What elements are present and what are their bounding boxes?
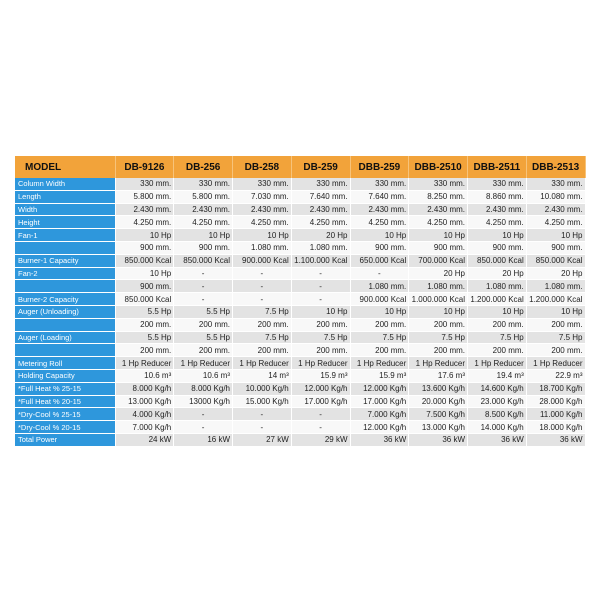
row-label: Height <box>15 216 115 229</box>
table-cell: 900 mm. <box>174 241 233 254</box>
table-cell: 1.200.000 Kcal <box>468 293 527 306</box>
table-cell: 12.000 Kg/h <box>350 382 409 395</box>
table-cell: 2.430 mm. <box>174 203 233 216</box>
table-cell: 17.000 Kg/h <box>350 395 409 408</box>
table-cell: 330 mm. <box>233 178 292 190</box>
table-cell: 1.080 mm. <box>233 241 292 254</box>
column-header-model: MODEL <box>15 156 115 178</box>
table-cell: 1.200.000 Kcal <box>526 293 585 306</box>
table-cell: 850.000 Kcal <box>468 254 527 267</box>
table-cell: 330 mm. <box>174 178 233 190</box>
table-cell: 28.000 Kg/h <box>526 395 585 408</box>
table-cell: 36 kW <box>468 433 527 446</box>
table-cell: 330 mm. <box>291 178 350 190</box>
table-cell: 900.000 Kcal <box>350 293 409 306</box>
table-cell: 17.000 Kg/h <box>291 395 350 408</box>
table-cell: 10 Hp <box>350 229 409 242</box>
table-cell: - <box>233 421 292 434</box>
table-cell: 8.860 mm. <box>468 190 527 203</box>
table-cell: 23.000 Kg/h <box>468 395 527 408</box>
table-cell: 200 mm. <box>115 344 174 357</box>
column-header: DB-9126 <box>115 156 174 178</box>
table-row <box>15 229 585 242</box>
row-label: Fan-1 <box>15 229 115 242</box>
table-cell: 2.430 mm. <box>409 203 468 216</box>
table-cell: 20.000 Kg/h <box>409 395 468 408</box>
table-cell: 10.6 m³ <box>174 369 233 382</box>
table-header-row <box>15 156 585 178</box>
table-cell: 22.9 m³ <box>526 369 585 382</box>
table-cell: 850.000 Kcal <box>115 254 174 267</box>
table-cell: 10.000 Kg/h <box>233 382 292 395</box>
table-cell: 10.080 mm. <box>526 190 585 203</box>
table-cell: 1 Hp Reducer <box>174 357 233 370</box>
table-cell: 2.430 mm. <box>350 203 409 216</box>
row-label: Burner-1 Capacity <box>15 254 115 267</box>
table-cell: 7.640 mm. <box>291 190 350 203</box>
table-cell: 900 mm. <box>468 241 527 254</box>
table-cell: 330 mm. <box>526 178 585 190</box>
column-header: DBB-259 <box>350 156 409 178</box>
table-cell: 4.250 mm. <box>115 216 174 229</box>
table-cell: 1 Hp Reducer <box>526 357 585 370</box>
row-label: Auger (Loading) <box>15 331 115 344</box>
table-row <box>15 421 585 434</box>
table-cell: 8.000 Kg/h <box>115 382 174 395</box>
table-cell: 7.5 Hp <box>350 331 409 344</box>
table-cell: - <box>174 280 233 293</box>
table-cell: 7.5 Hp <box>233 305 292 318</box>
table-cell: 8.500 Kg/h <box>468 408 527 421</box>
table-cell: 4.250 mm. <box>468 216 527 229</box>
table-cell: 200 mm. <box>409 318 468 331</box>
table-cell: 10 Hp <box>526 229 585 242</box>
table-cell: 20 Hp <box>291 229 350 242</box>
row-label: Holding Capacity <box>15 369 115 382</box>
table-cell: 13.000 Kg/h <box>115 395 174 408</box>
table-cell: - <box>174 408 233 421</box>
row-label <box>15 344 115 357</box>
table-row <box>15 280 585 293</box>
table-cell: 15.9 m³ <box>291 369 350 382</box>
table-cell: 20 Hp <box>526 267 585 280</box>
table-cell: 7.5 Hp <box>468 331 527 344</box>
column-header: DBB-2513 <box>526 156 585 178</box>
table-cell: 15.000 Kg/h <box>233 395 292 408</box>
row-label <box>15 280 115 293</box>
spec-table <box>15 156 586 447</box>
table-row <box>15 203 585 216</box>
table-row <box>15 408 585 421</box>
table-cell: - <box>233 280 292 293</box>
table-row <box>15 318 585 331</box>
table-cell: 10 Hp <box>468 305 527 318</box>
table-cell: 7.640 mm. <box>350 190 409 203</box>
table-cell: - <box>174 267 233 280</box>
table-cell: 7.5 Hp <box>526 331 585 344</box>
row-label: Width <box>15 203 115 216</box>
table-cell: 10 Hp <box>468 229 527 242</box>
table-cell: 1.080 mm. <box>526 280 585 293</box>
table-cell: 36 kW <box>526 433 585 446</box>
table-cell: 7.000 Kg/h <box>115 421 174 434</box>
table-cell: 8.250 mm. <box>409 190 468 203</box>
table-cell: 330 mm. <box>409 178 468 190</box>
table-cell: 900 mm. <box>350 241 409 254</box>
table-cell: 4.250 mm. <box>174 216 233 229</box>
row-label: Auger (Unloading) <box>15 305 115 318</box>
table-cell: 5.5 Hp <box>174 331 233 344</box>
table-cell: 15.9 m³ <box>350 369 409 382</box>
row-label: *Dry-Cool % 25-15 <box>15 408 115 421</box>
row-label: Length <box>15 190 115 203</box>
column-header: DBB-2510 <box>409 156 468 178</box>
table-cell: 1 Hp Reducer <box>409 357 468 370</box>
table-cell: 1 Hp Reducer <box>350 357 409 370</box>
table-cell: 2.430 mm. <box>233 203 292 216</box>
table-cell: 2.430 mm. <box>526 203 585 216</box>
table-cell: 8.000 Kg/h <box>174 382 233 395</box>
table-cell: 330 mm. <box>468 178 527 190</box>
table-cell: 5.5 Hp <box>174 305 233 318</box>
column-header: DB-259 <box>291 156 350 178</box>
column-header: DB-256 <box>174 156 233 178</box>
table-cell: 850.000 Kcal <box>526 254 585 267</box>
table-cell: 18.000 Kg/h <box>526 421 585 434</box>
table-cell: 1.000.000 Kcal <box>409 293 468 306</box>
table-cell: 5.800 mm. <box>174 190 233 203</box>
table-cell: 2.430 mm. <box>115 203 174 216</box>
table-cell: 200 mm. <box>526 318 585 331</box>
table-cell: 200 mm. <box>233 318 292 331</box>
table-cell: 10 Hp <box>526 305 585 318</box>
table-cell: 19.4 m³ <box>468 369 527 382</box>
table-body <box>15 178 585 446</box>
table-cell: 200 mm. <box>526 344 585 357</box>
row-label: Total Power <box>15 433 115 446</box>
table-row <box>15 293 585 306</box>
table-cell: 7.030 mm. <box>233 190 292 203</box>
table-cell: 16 kW <box>174 433 233 446</box>
table-cell: 36 kW <box>409 433 468 446</box>
table-cell: - <box>291 408 350 421</box>
table-cell: 10 Hp <box>174 229 233 242</box>
table-cell: 24 kW <box>115 433 174 446</box>
table-cell: - <box>291 280 350 293</box>
table-cell: 1.080 mm. <box>409 280 468 293</box>
table-cell: 10 Hp <box>350 305 409 318</box>
table-cell: 10 Hp <box>233 229 292 242</box>
table-row <box>15 216 585 229</box>
table-cell: 7.500 Kg/h <box>409 408 468 421</box>
table-cell: 4.250 mm. <box>526 216 585 229</box>
table-row <box>15 241 585 254</box>
table-cell: 4.000 Kg/h <box>115 408 174 421</box>
table-cell: 11.000 Kg/h <box>526 408 585 421</box>
row-label: Fan-2 <box>15 267 115 280</box>
table-cell: 10 Hp <box>291 305 350 318</box>
table-cell: 1.080 mm. <box>291 241 350 254</box>
table-cell: 330 mm. <box>350 178 409 190</box>
table-cell: 900 mm. <box>409 241 468 254</box>
table-cell: 200 mm. <box>233 344 292 357</box>
table-cell: 200 mm. <box>115 318 174 331</box>
table-cell: 29 kW <box>291 433 350 446</box>
table-cell: - <box>174 421 233 434</box>
table-cell: 5.5 Hp <box>115 331 174 344</box>
table-cell: 4.250 mm. <box>409 216 468 229</box>
table-cell: 10 Hp <box>115 267 174 280</box>
table-row <box>15 254 585 267</box>
table-cell: 7.5 Hp <box>409 331 468 344</box>
table-cell: 2.430 mm. <box>291 203 350 216</box>
table-cell: 4.250 mm. <box>233 216 292 229</box>
table-row <box>15 382 585 395</box>
table-cell: 330 mm. <box>115 178 174 190</box>
table-cell: 900.000 Kcal <box>233 254 292 267</box>
table-cell: 700.000 Kcal <box>409 254 468 267</box>
table-row <box>15 369 585 382</box>
table-cell: 5.800 mm. <box>115 190 174 203</box>
table-cell: 13.600 Kg/h <box>409 382 468 395</box>
table-row <box>15 190 585 203</box>
table-cell: - <box>233 408 292 421</box>
table-cell: 1.080 mm. <box>350 280 409 293</box>
table-cell: 10 Hp <box>409 305 468 318</box>
table-cell: 1.100.000 Kcal <box>291 254 350 267</box>
table-cell: 200 mm. <box>174 318 233 331</box>
table-cell: 200 mm. <box>409 344 468 357</box>
table-cell: 20 Hp <box>468 267 527 280</box>
table-cell: 4.250 mm. <box>291 216 350 229</box>
table-row <box>15 267 585 280</box>
table-cell: 4.250 mm. <box>350 216 409 229</box>
table-cell: 900 mm. <box>115 280 174 293</box>
table-cell: 7.000 Kg/h <box>350 408 409 421</box>
table-cell: - <box>174 293 233 306</box>
table-cell: - <box>233 267 292 280</box>
table-cell: 1.080 mm. <box>468 280 527 293</box>
row-label: *Dry-Cool % 20-15 <box>15 421 115 434</box>
table-cell: 5.5 Hp <box>115 305 174 318</box>
table-cell: 10 Hp <box>409 229 468 242</box>
table-cell: - <box>291 267 350 280</box>
table-cell: - <box>291 293 350 306</box>
row-label: Burner-2 Capacity <box>15 293 115 306</box>
table-cell: 36 kW <box>350 433 409 446</box>
table-cell: 200 mm. <box>468 344 527 357</box>
row-label: Column Width <box>15 178 115 190</box>
table-cell: 1 Hp Reducer <box>115 357 174 370</box>
table-cell: 10.6 m³ <box>115 369 174 382</box>
table-cell: 14 m³ <box>233 369 292 382</box>
table-cell: 2.430 mm. <box>468 203 527 216</box>
table-row <box>15 331 585 344</box>
table-cell: 27 kW <box>233 433 292 446</box>
row-label: *Full Heat % 20-15 <box>15 395 115 408</box>
table-cell: 14.600 Kg/h <box>468 382 527 395</box>
table-cell: 200 mm. <box>468 318 527 331</box>
column-header: DBB-2511 <box>468 156 527 178</box>
table-cell: 850.000 Kcal <box>174 254 233 267</box>
table-cell: 200 mm. <box>350 344 409 357</box>
table-cell: 18.700 Kg/h <box>526 382 585 395</box>
row-label: *Full Heat % 25-15 <box>15 382 115 395</box>
table-row <box>15 305 585 318</box>
table-cell: 7.5 Hp <box>233 331 292 344</box>
row-label <box>15 241 115 254</box>
table-cell: 10 Hp <box>115 229 174 242</box>
table-cell: - <box>291 421 350 434</box>
table-row <box>15 395 585 408</box>
table-cell: 850.000 Kcal <box>115 293 174 306</box>
table-cell: 650.000 Kcal <box>350 254 409 267</box>
table-cell: 20 Hp <box>409 267 468 280</box>
table-row <box>15 178 585 190</box>
table-cell: 200 mm. <box>291 344 350 357</box>
table-cell: 200 mm. <box>174 344 233 357</box>
table-cell: - <box>350 267 409 280</box>
table-cell: 12.000 Kg/h <box>291 382 350 395</box>
table-cell: 12.000 Kg/h <box>350 421 409 434</box>
table-cell: 7.5 Hp <box>291 331 350 344</box>
column-header: DB-258 <box>233 156 292 178</box>
table-cell: 14.000 Kg/h <box>468 421 527 434</box>
table-cell: 1 Hp Reducer <box>468 357 527 370</box>
table-cell: 13000 Kg/h <box>174 395 233 408</box>
table-cell: 900 mm. <box>115 241 174 254</box>
table-cell: 200 mm. <box>350 318 409 331</box>
row-label: Metering Roll <box>15 357 115 370</box>
table-cell: 1 Hp Reducer <box>233 357 292 370</box>
table-cell: 1 Hp Reducer <box>291 357 350 370</box>
row-label <box>15 318 115 331</box>
table-cell: - <box>233 293 292 306</box>
table-row <box>15 344 585 357</box>
table-cell: 17.6 m³ <box>409 369 468 382</box>
table-cell: 200 mm. <box>291 318 350 331</box>
table-cell: 13.000 Kg/h <box>409 421 468 434</box>
table-row <box>15 433 585 446</box>
table-row <box>15 357 585 370</box>
table-cell: 900 mm. <box>526 241 585 254</box>
